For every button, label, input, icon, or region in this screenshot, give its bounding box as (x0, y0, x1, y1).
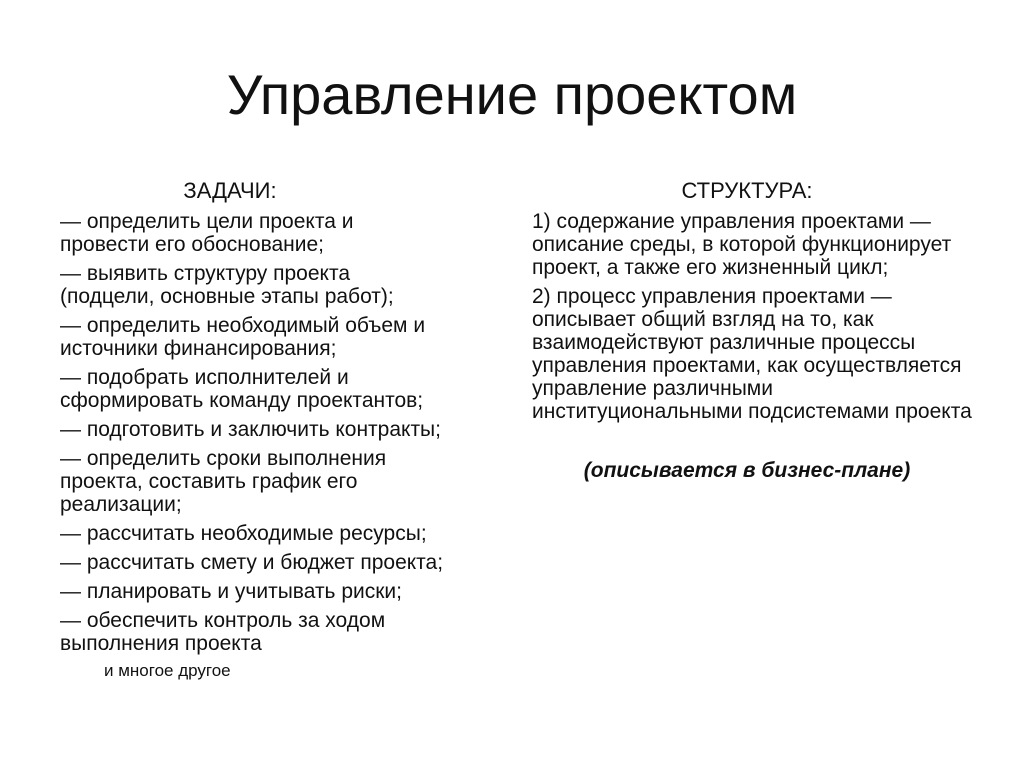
task-item: — обеспечить контроль за ходом выполнения проекта (60, 609, 386, 655)
task-item: — рассчитать необходимые ресурсы; (60, 522, 427, 545)
tasks-heading: ЗАДАЧИ: (183, 178, 277, 203)
page-title: Управление проектом (226, 63, 798, 126)
task-item: — подготовить и заключить контракты; (60, 418, 441, 441)
task-item: — выявить структуру проекта (подцели, основные этапы работ); (60, 262, 394, 308)
structure-item: 2) процесс управления проектами — описывает общий взгляд на то, как взаимодействуют различные процессы управления проектами, как осуществляется управление различными институциональными подсистемами проекта (532, 285, 972, 423)
task-item: — рассчитать смету и бюджет проекта; (60, 551, 444, 574)
structure-note: (описывается в бизнес-плане) (583, 459, 911, 482)
structure-heading: СТРУКТУРА: (681, 178, 813, 203)
task-item: — определить цели проекта и провести его обоснование; (60, 210, 354, 256)
task-item: — подобрать исполнителей и сформировать команду проектантов; (60, 366, 424, 412)
tasks-footnote: и многое другое (104, 661, 231, 680)
structure-item: 1) содержание управления проектами — описание среды, в которой функционирует проект, а также его жизненный цикл; (532, 210, 952, 279)
task-item: — определить сроки выполнения проекта, составить график его реализации; (60, 447, 387, 516)
tasks-column (60, 178, 520, 681)
structure-column (532, 178, 982, 483)
task-item: — планировать и учитывать риски; (60, 580, 402, 603)
task-item: — определить необходимый объем и источники финансирования; (60, 314, 426, 360)
